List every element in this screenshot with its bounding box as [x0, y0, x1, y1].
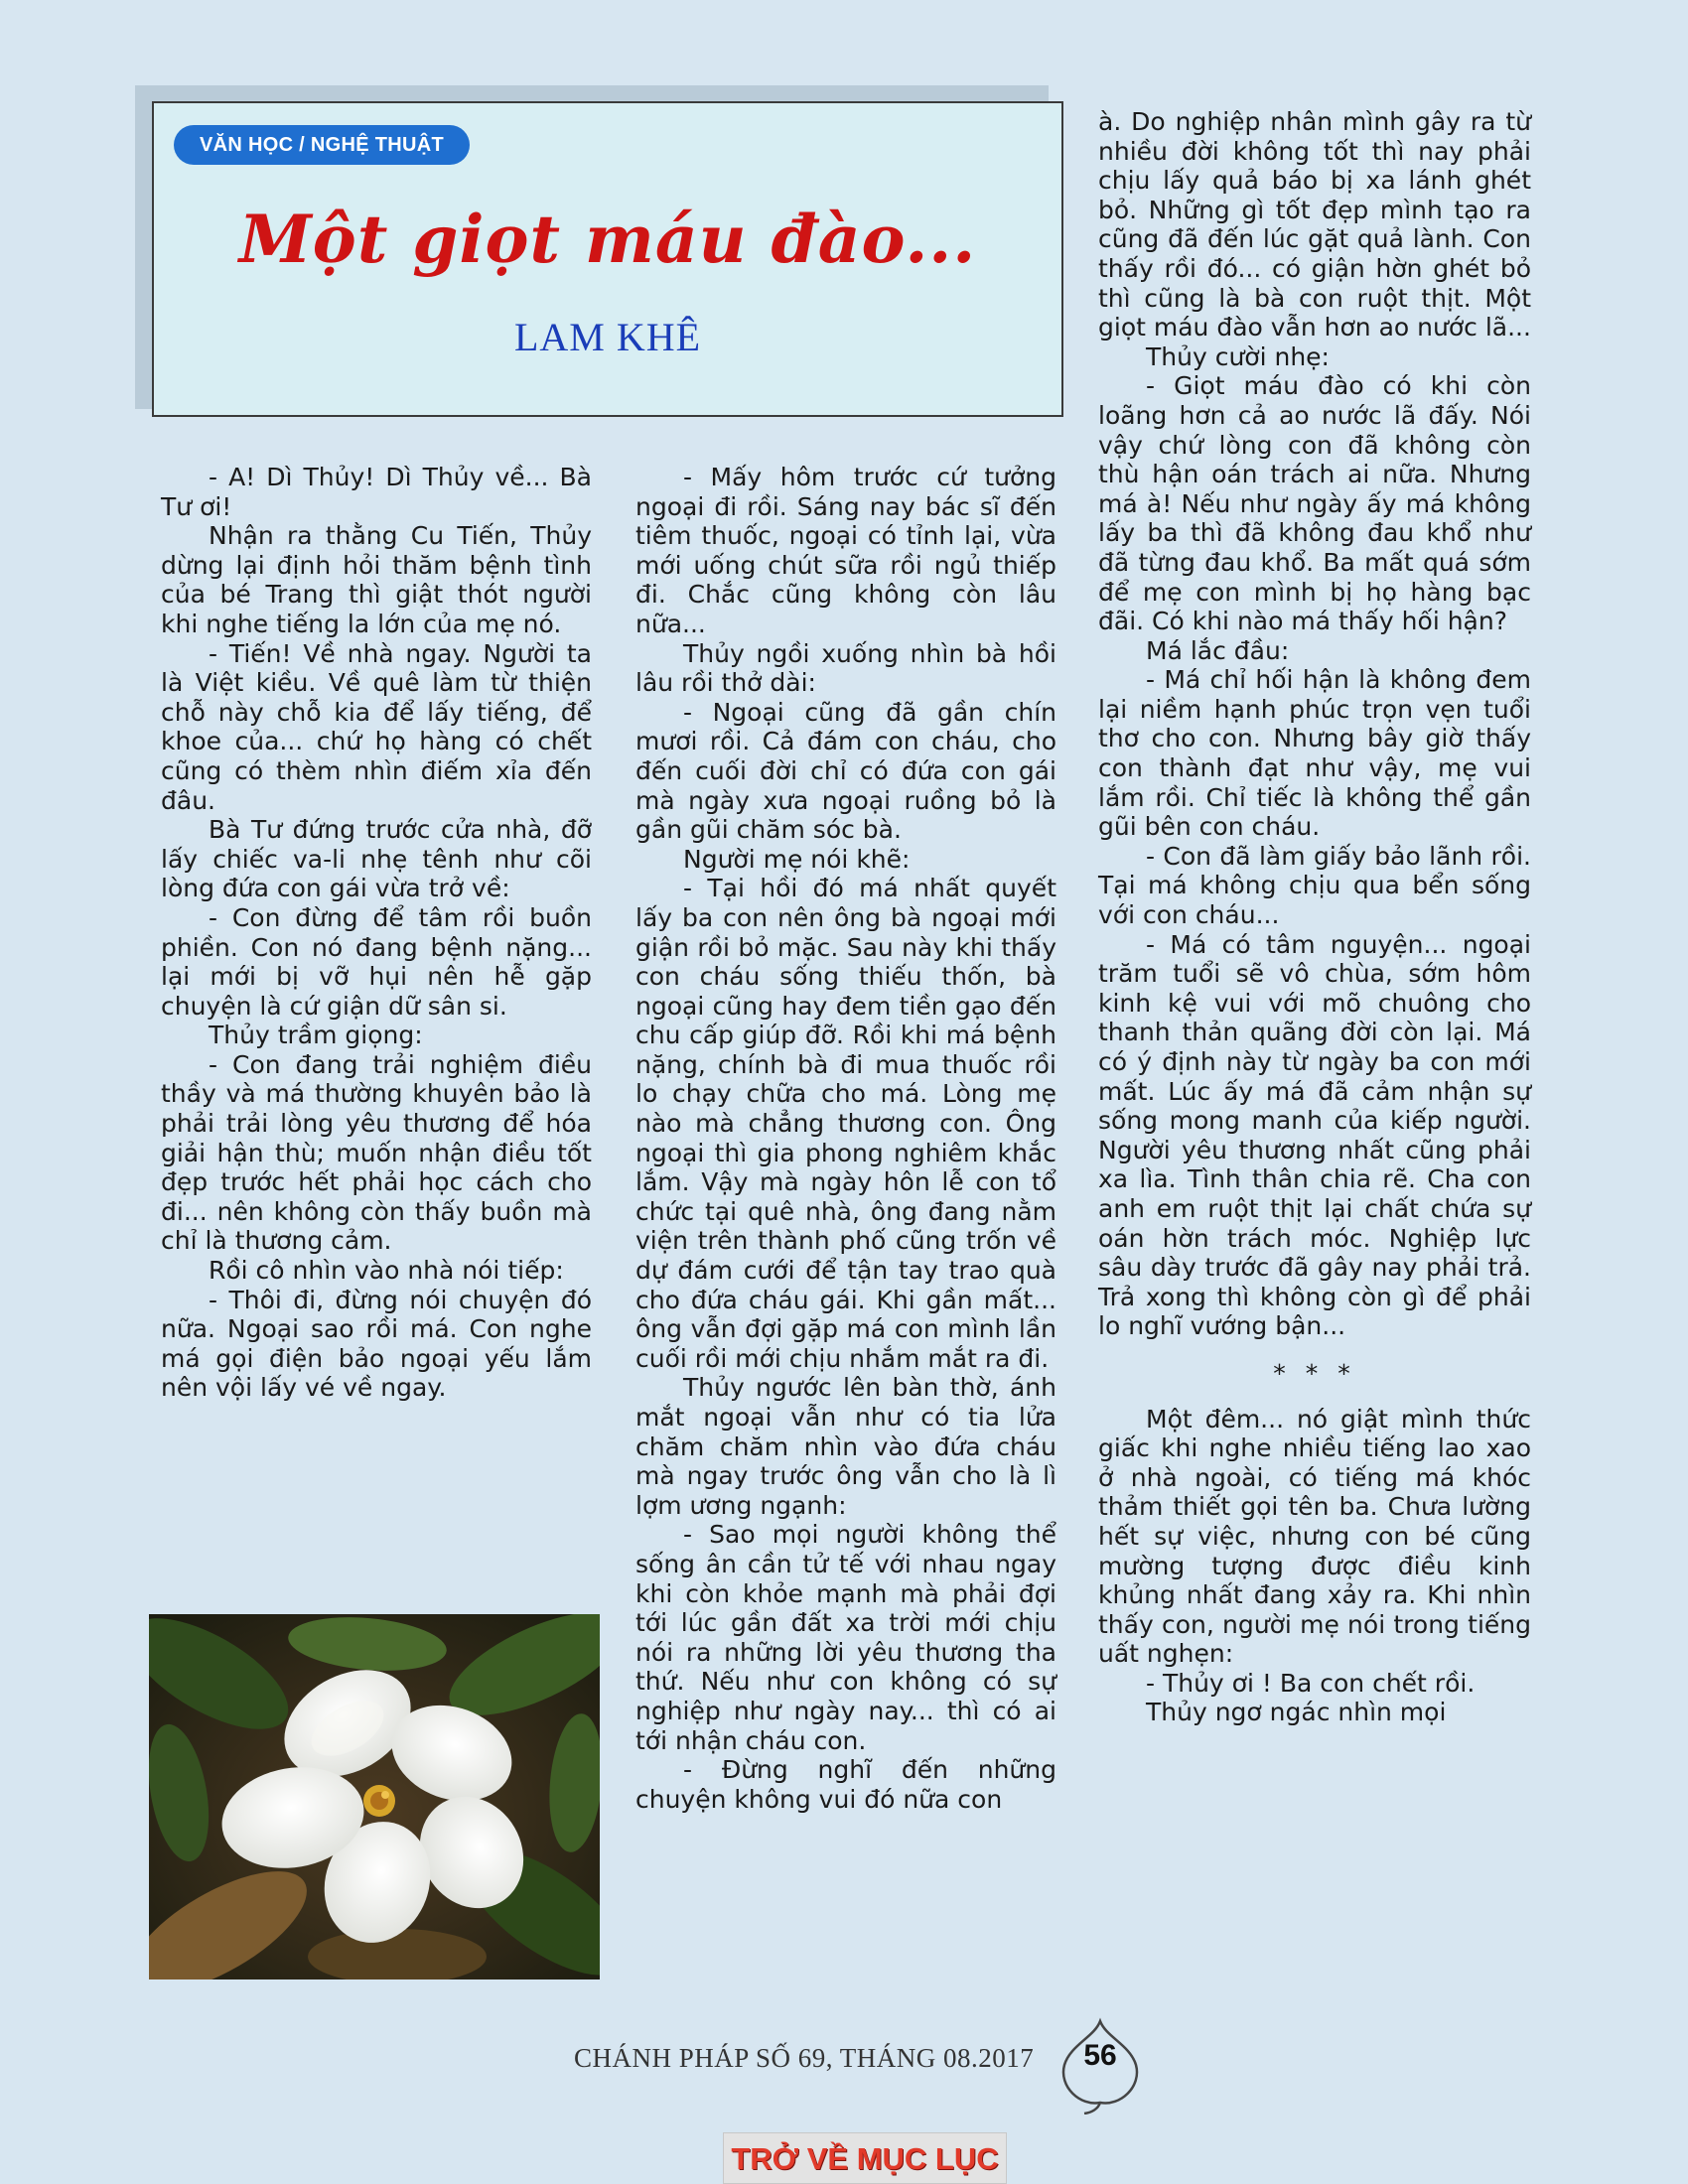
paragraph: - Giọt máu đào có khi còn loãng hơn cả ao nước lã đấy. Nói vậy chứ lòng con đã không còn thù hận oán trách ai nữa. Nhưng má à! Nếu như ngày ấy má không lấy ba thì đã không đau khổ như đã từng đau khổ. Ba mất quá sớm để mẹ con mình bị họ hàng bạc đãi. Có khi nào má thấy hối hận? — [1098, 371, 1531, 636]
author-name: LAM KHÊ — [513, 315, 702, 359]
article-column-1 — [161, 463, 592, 1403]
paragraph: - Con đã làm giấy bảo lãnh rồi. Tại má không chịu qua bển sống với con cháu... — [1098, 841, 1531, 930]
paragraph: - Ngoại cũng đã gần chín mươi rồi. Cả đám con cháu, cho đến cuối đời chỉ có đứa con gái mà ngày xưa ngoại ruồng bỏ là gần gũi chăm sóc bà. — [635, 697, 1056, 845]
paragraph: Má lắc đầu: — [1146, 635, 1290, 665]
paragraph: Thủy ngước lên bàn thờ, ánh mắt ngoại vẫn như có tia lửa chăm chăm nhìn vào đứa cháu mà ngay trước ông vẫn cho là lì lợm ương ngạnh: — [635, 1373, 1056, 1520]
article-title: Một giọt máu đào... — [238, 201, 977, 278]
paragraph: - Mấy hôm trước cứ tưởng ngoại đi rồi. Sáng nay bác sĩ đến tiêm thuốc, ngoại có tỉnh lại, vừa mới uống chút sữa rồi ngủ thiếp đi. Chắc cũng không còn lâu nữa... — [635, 463, 1056, 638]
article-column-2 — [635, 463, 1056, 1814]
paragraph: - A! Dì Thủy! Dì Thủy về... Bà Tư ơi! — [161, 463, 592, 521]
paragraph: Thủy ngơ ngác nhìn mọi — [1146, 1698, 1447, 1727]
paragraph: - Má chỉ hối hận là không đem lại niềm hạnh phúc trọn vẹn tuổi thơ cho con. Nhưng bây giờ thấy con thành đạt như vậy, mẹ vui lắm rồi. Chỉ tiếc là không thể gần gũi bên con cháu. — [1098, 665, 1531, 842]
back-to-contents-button[interactable]: TRỞ VỀ MỤC LỤC — [723, 2132, 1007, 2184]
paragraph: - Thủy ơi ! Ba con chết rồi. — [1146, 1668, 1476, 1698]
section-separator: * * * — [1273, 1358, 1356, 1388]
paragraph: - Con đừng để tâm rồi buồn phiền. Con nó đang bệnh nặng... lại mới bị vỡ hụi nên hễ gặp chuyện là cứ giận dữ sân si. — [161, 902, 592, 1021]
paragraph: Nhận ra thằng Cu Tiến, Thủy dừng lại định hỏi thăm bệnh tình của bé Trang thì giật thót người khi nghe tiếng la lớn của mẹ nó. — [161, 521, 592, 638]
paragraph: Thủy trầm giọng: — [209, 1021, 423, 1050]
paragraph: Bà Tư đứng trước cửa nhà, đỡ lấy chiếc va-li nhẹ tênh như cõi lòng đứa con gái vừa trở về: — [161, 815, 592, 903]
paragraph: Thủy cười nhẹ: — [1146, 341, 1330, 371]
paragraph: - Tại hồi đó má nhất quyết lấy ba con nên ông bà ngoại mới giận rồi bỏ mặc. Sau này khi thấy con cháu sống thiếu thốn, bà ngoại cũng hay đem tiền gạo đến chu cấp giúp đỡ. Rồi khi má bệnh nặng, chính bà đi mua thuốc rồi lo chạy chữa cho má. Lòng mẹ nào mà chẳng thương con. Ông ngoại thì gia phong nghiêm khắc lắm. Vậy mà ngày hôn lễ con tổ chức tại quê nhà, ông đang nằm viện trên thành phố cũng trốn về dự đám cưới để tận tay trao quà cho đứa cháu gái. Khi gần mất... ông vẫn đợi gặp má con mình lần cuối rồi mới chịu nhắm mắt ra đi. — [635, 874, 1056, 1373]
paragraph: - Tiến! Về nhà ngay. Người ta là Việt kiều. Về quê làm từ thiện chỗ này chỗ kia để lấy tiếng, để khoe của... chứ họ hàng có chết cũng có thèm nhìn điếm xỉa đến đâu. — [161, 638, 592, 815]
paragraph: Một đêm... nó giật mình thức giấc khi nghe nhiều tiếng lao xao ở nhà ngoài, có tiếng má khóc thảm thiết gọi tên ba. Chưa lường hết sự việc, nhưng con bé cũng mường tượng được điều kinh khủng nhất đang xảy ra. Khi nhìn thấy con, người mẹ nói trong tiếng uất nghẹn: — [1098, 1404, 1531, 1669]
paragraph: - Thôi đi, đừng nói chuyện đó nữa. Ngoại sao rồi má. Con nghe má gọi điện bảo ngoại yếu lắm nên vội lấy vé về ngay. — [161, 1285, 592, 1403]
paragraph: - Con đang trải nghiệm điều thầy và má thường khuyên bảo là phải trải lòng yêu thương để hóa giải hận thù; muốn nhận điều tốt đẹp trước hết phải học cách cho đi... nên không còn thấy buồn mà chỉ là thương cảm. — [161, 1049, 592, 1256]
paragraph: - Má có tâm nguyện... ngoại trăm tuổi sẽ vô chùa, sớm hôm kinh kệ vui với mõ chuông cho thanh thản quãng đời còn lại. Má có ý định này từ ngày ba con mới mất. Lúc ấy má đã cảm nhận sự sống mong manh của kiếp người. Người yêu thương nhất cũng phải xa lìa. Tình thân chia rẽ. Cha con anh em ruột thịt lại chất chứa sự oán hờn trách móc. Nghiệp lực sâu dày trước đã gây nay phải trả. Trả xong thì không còn gì để phải lo nghĩ vướng bận... — [1098, 929, 1531, 1341]
paragraph: Thủy ngồi xuống nhìn bà hồi lâu rồi thở dài: — [635, 638, 1056, 698]
article-column-3 — [1098, 107, 1531, 1727]
paragraph: - Đừng nghĩ đến những chuyện không vui đó nữa con — [635, 1755, 1056, 1814]
publication-footer: CHÁNH PHÁP SỐ 69, THÁNG 08.2017 — [574, 2043, 1035, 2073]
paragraph: Người mẹ nói khẽ: — [683, 844, 911, 874]
paragraph: Rồi cô nhìn vào nhà nói tiếp: — [209, 1256, 564, 1286]
paragraph: - Sao mọi người không thể sống ân cần tử tế với nhau ngay khi còn khỏe mạnh mà phải đợi tới lúc gần đất xa trời mới chịu nói ra những lời yêu thương tha thứ. Nếu như con không có sự nghiệp như ngày nay... thì có ai tới nhận cháu con. — [635, 1520, 1056, 1755]
magnolia-flower-photo — [149, 1614, 600, 1979]
section-badge[interactable]: VĂN HỌC / NGHỆ THUẬT — [174, 125, 470, 165]
paragraph: à. Do nghiệp nhân mình gây ra từ nhiều đời không tốt thì nay phải chịu lấy quả báo bị xa lánh ghét bỏ. Những gì tốt đẹp mình tạo ra cũng đã đến lúc gặt quả lành. Con thấy rồi đó... có giận hờn ghét bỏ thì cũng là bà con ruột thịt. Một giọt máu đào vẫn hơn ao nước lã... — [1098, 107, 1531, 342]
page-number: 56 — [1083, 2039, 1117, 2072]
title-box — [152, 101, 1063, 417]
